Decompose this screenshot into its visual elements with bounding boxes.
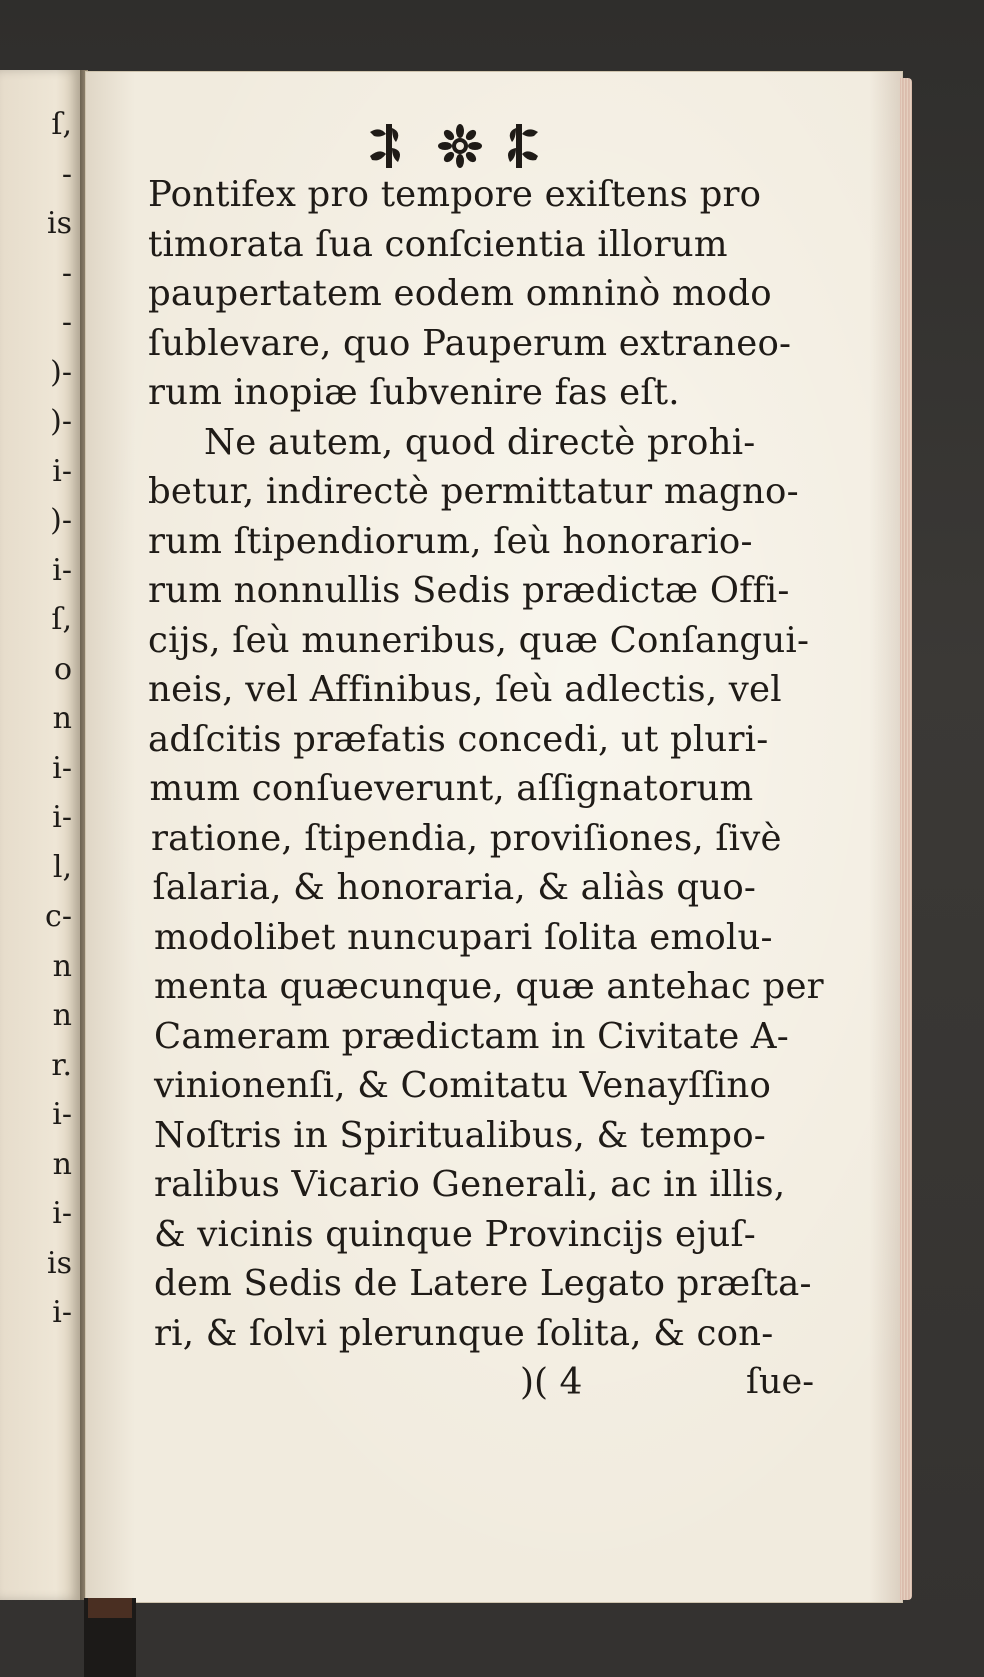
- left-page-fragment: is: [47, 1245, 72, 1281]
- left-page-fragment: i-: [52, 552, 72, 588]
- fleuron-right-icon: [508, 124, 538, 168]
- text-line: ri, & ſolvi plerunque ſolita, & con-: [154, 1312, 774, 1354]
- text-line: modolibet nuncupari ſolita emolu-: [154, 916, 773, 958]
- text-line: dem Sedis de Latere Legato præſta-: [154, 1263, 812, 1304]
- left-page-fragment: o: [53, 651, 72, 687]
- text-line: menta quæcunque, quæ antehac per: [154, 966, 824, 1007]
- left-page-fragment: n: [52, 948, 72, 984]
- text-line: ralibus Vicario Generali, ac in illis,: [154, 1164, 786, 1205]
- text-line: ſalaria, & honoraria, & aliàs quo-: [152, 867, 757, 908]
- text-line: paupertatem eodem omninò modo: [148, 273, 772, 314]
- text-line: rum nonnullis Sedis prædictæ Offi-: [148, 570, 790, 611]
- left-page-fragment: is: [47, 206, 72, 241]
- fleuron-left-icon: [370, 124, 400, 168]
- binding-tab: [88, 1598, 132, 1618]
- left-page-fragment: c-: [45, 899, 72, 934]
- binding-strip: [84, 1598, 136, 1677]
- left-page-fragment: n: [52, 998, 72, 1033]
- left-page-fragment: i-: [52, 1196, 72, 1231]
- left-page-fragment: -: [61, 156, 72, 192]
- rosette-icon: [438, 124, 482, 168]
- text-line: Ne autem, quod directè prohi-: [204, 421, 756, 463]
- signature-mark: )( 4: [520, 1362, 583, 1403]
- text-line: & vicinis quinque Provincijs ejuſ-: [154, 1213, 756, 1255]
- left-page-fragment: n: [52, 1146, 72, 1182]
- text-line: ratione, ſtipendia, proviſiones, ſivè: [151, 817, 782, 859]
- text-line: adſcitis præfatis concedi, ut pluri-: [148, 718, 769, 760]
- left-page-fragment: i-: [52, 453, 72, 489]
- text-line: ſublevare, quo Pauperum extraneo-: [148, 322, 792, 364]
- text-line: mum conſueverunt, aſſignatorum: [149, 768, 754, 809]
- left-page-fragment: -: [61, 255, 72, 291]
- left-page-fragment: -: [61, 305, 72, 340]
- left-page-fragment: l,: [52, 849, 72, 885]
- left-page-fragment: i-: [52, 1295, 72, 1330]
- text-line: Cameram prædictam in Civitate A-: [154, 1015, 789, 1057]
- catchword: ſue-: [746, 1362, 815, 1402]
- left-page-fragment: ſ,: [51, 107, 72, 142]
- head-ornament-icon: [370, 118, 560, 174]
- text-line: cijs, ſeù muneribus, quæ Conſangui-: [148, 619, 810, 661]
- left-page-fragment: i-: [52, 800, 72, 835]
- left-page-fragment: i-: [52, 1097, 72, 1132]
- left-page-fragment: i-: [52, 750, 72, 786]
- text-line: Pontifex pro tempore exiſtens pro: [148, 174, 762, 215]
- text-line: betur, indirectè permittatur magno-: [148, 471, 799, 512]
- text-line: rum ſtipendiorum, ſeù honorario-: [148, 520, 753, 562]
- left-page-fragment: )-: [50, 404, 72, 439]
- left-page-fragment: )-: [50, 503, 72, 538]
- left-page-fragment: ſ,: [51, 602, 72, 637]
- text-line: vinionenſi, & Comitatu Venayſſino: [154, 1065, 772, 1106]
- text-line: neis, vel Affinibus, ſeù adlectis, vel: [148, 669, 782, 710]
- page-footer: [0, 1362, 984, 1422]
- text-line: Noſtris in Spiritualibus, & tempo-: [154, 1114, 766, 1156]
- text-line: timorata ſua conſcientia illorum: [148, 223, 728, 265]
- left-page-fragment: n: [52, 701, 72, 736]
- left-page-fragment: )-: [50, 354, 72, 390]
- text-line: rum inopiæ ſubvenire fas eſt.: [148, 372, 680, 413]
- left-page-fragment: r.: [51, 1047, 72, 1083]
